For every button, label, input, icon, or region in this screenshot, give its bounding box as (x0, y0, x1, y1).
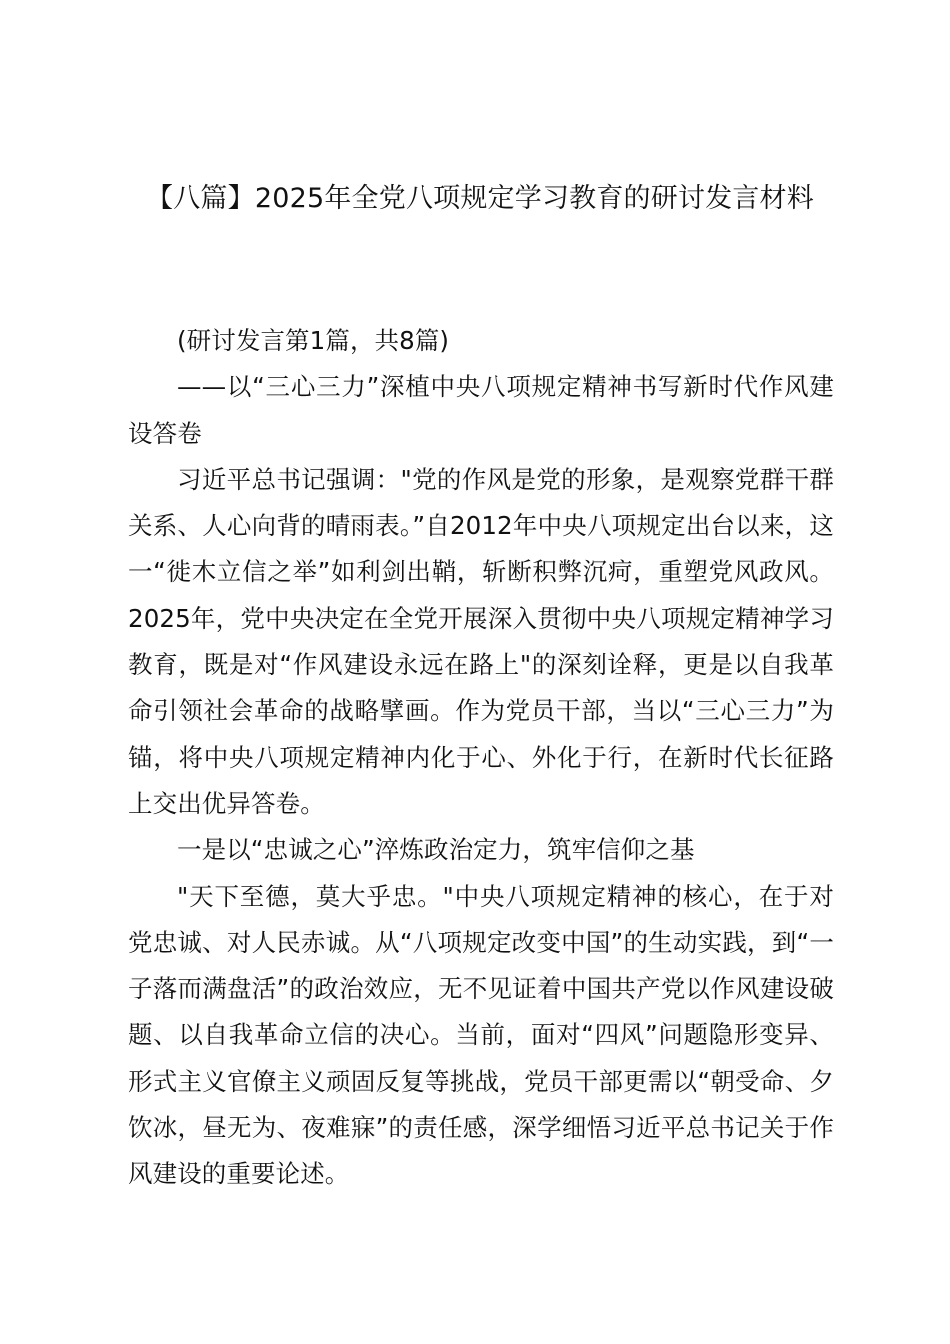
paragraph-section-1: "天下至德，莫大乎忠。"中央八项规定精神的核心，在于对党忠诚、对人民赤诚。从“八项规定改变中国”的生动实践，到“一子落而满盘活”的政治效应，无不见证着中国共产党以作风建设破题、以自我革命立信的决心。当前，面对“四风”问题隐形变异、形式主义官僚主义顽固反复等挑战，党员干部更需以“朝受命、夕饮冰，昼无为、夜难寐”的责任感，深学细悟习近平总书记关于作风建设的重要论述。 (128, 881, 834, 1189)
paragraph-subtitle-note: (研讨发言第1篇，共8篇) (177, 326, 450, 355)
document-body (128, 318, 834, 1198)
paragraph-intro: 习近平总书记强调："党的作风是党的形象，是观察党群干群关系、人心向背的晴雨表。”自2012年中央八项规定出台以来，这一“徙木立信之举”如利剑出鞘，斩断积弊沉疴，重塑党风政风。2025年，党中央决定在全党开展深入贯彻中央八项规定精神学习教育，既是对“作风建设永远在路上"的深刻诠释，更是以自我革命引领社会革命的战略擘画。作为党员干部，当以“三心三力”为锚，将中央八项规定精神内化于心、外化于行，在新时代长征路上交出优异答卷。 (128, 464, 834, 818)
section-heading-1: 一是以“忠诚之心”淬炼政治定力，筑牢信仰之基 (177, 835, 695, 865)
paragraph-theme: ——以“三心三力”深植中央八项规定精神书写新时代作风建设答卷 (128, 372, 834, 448)
document-title: 【八篇】2025年全党八项规定学习教育的研讨发言材料 (146, 183, 814, 214)
